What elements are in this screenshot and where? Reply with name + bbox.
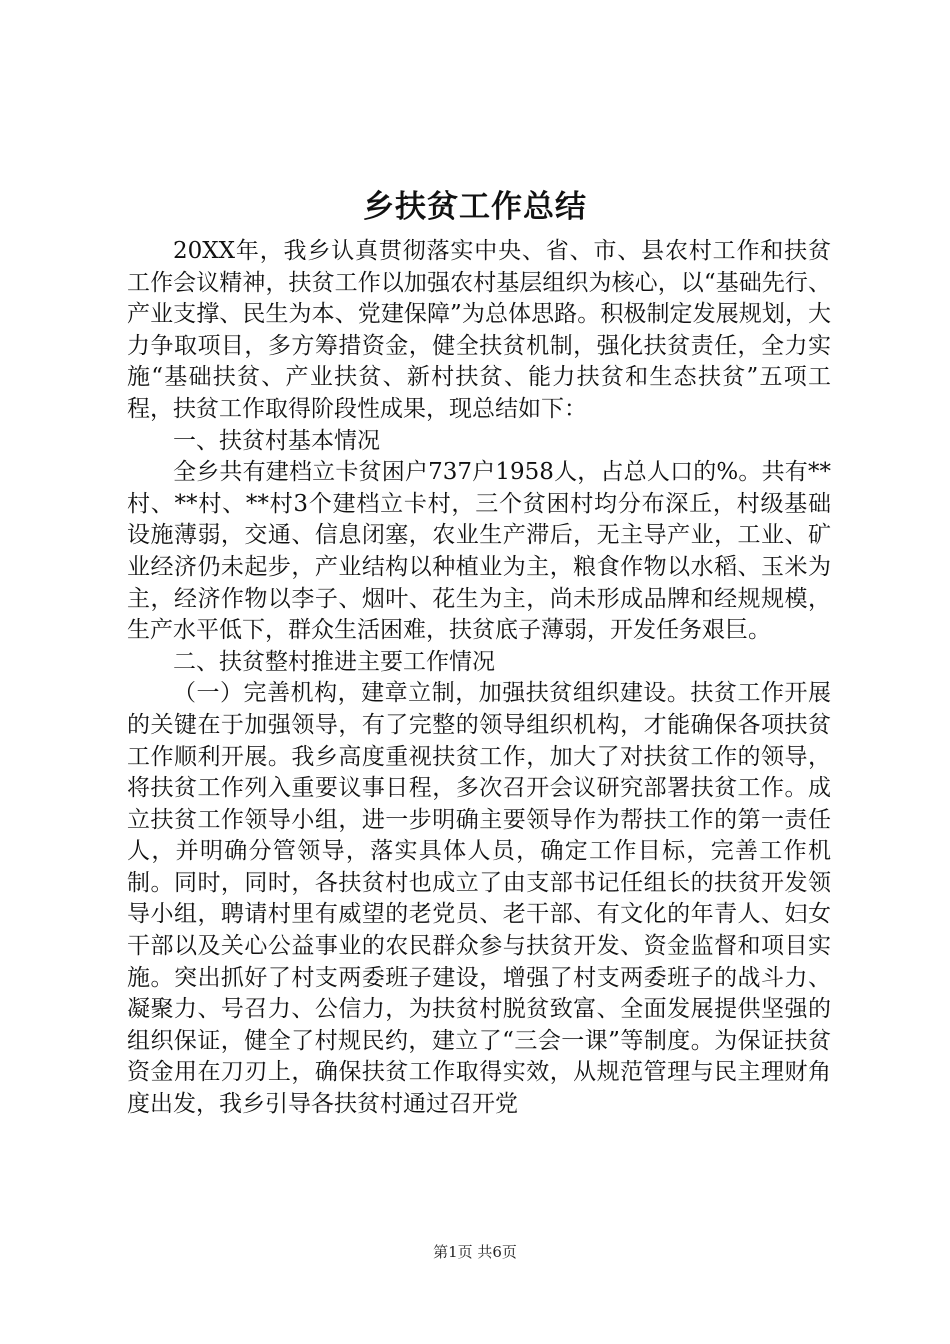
section-heading-1: 一、扶贫村基本情况 [173, 427, 380, 454]
document-body [127, 236, 831, 1121]
document-title: 乡扶贫工作总结 [363, 189, 587, 225]
section-heading-2: 二、扶贫整村推进主要工作情况 [173, 648, 495, 675]
paragraph-intro: 20XX年，我乡认真贯彻落实中央、省、市、县农村工作和扶贫工作会议精神，扶贫工作以加强农村基层组织为核心，以“基础先行、产业支撑、民生为本、党建保障”为总体思路。积极制定发展规划，大力争取项目，多方筹措资金，健全扶贫机制，强化扶贫责任，全力实施“基础扶贫、产业扶贫、新村扶贫、能力扶贫和生态扶贫”五项工程，扶贫工作取得阶段性成果，现总结如下： [127, 238, 831, 422]
paragraph-organization: （一）完善机构，建章立制，加强扶贫组织建设。扶贫工作开展的关键在于加强领导，有了完整的领导组织机构，才能确保各项扶贫工作顺利开展。我乡高度重视扶贫工作，加大了对扶贫工作的领导，将扶贫工作列入重要议事日程，多次召开会议研究部署扶贫工作。成立扶贫工作领导小组，进一步明确主要领导作为帮扶工作的第一责任人，并明确分管领导，落实具体人员，确定工作目标，完善工作机制。同时，同时，各扶贫村也成立了由支部书记任组长的扶贫开发领导小组，聘请村里有威望的老党员、老干部、有文化的年青人、妇女干部以及关心公益事业的农民群众参与扶贫开发、资金监督和项目实施。突出抓好了村支两委班子建设，增强了村支两委班子的战斗力、凝聚力、号召力、公信力，为扶贫村脱贫致富、全面发展提供坚强的组织保证，健全了村规民约，建立了“三会一课”等制度。为保证扶贫资金用在刀刃上，确保扶贫工作取得实效，从规范管理与民主理财角度出发，我乡引导各扶贫村通过召开党 [127, 680, 831, 1118]
paragraph-basic-situation: 全乡共有建档立卡贫困户737户1958人，占总人口的%。共有**村、**村、**村3个建档立卡村，三个贫困村均分布深丘，村级基础设施薄弱，交通、信息闭塞，农业生产滞后，无主导产业，工业、矿业经济仍未起步，产业结构以种植业为主，粮食作物以水稻、玉米为主，经济作物以李子、烟叶、花生为主，尚未形成品牌和经规规模，生产水平低下，群众生活困难，扶贫底子薄弱，开发任务艰巨。 [127, 459, 831, 644]
page-footer: 第1页 共6页 [433, 1243, 517, 1261]
